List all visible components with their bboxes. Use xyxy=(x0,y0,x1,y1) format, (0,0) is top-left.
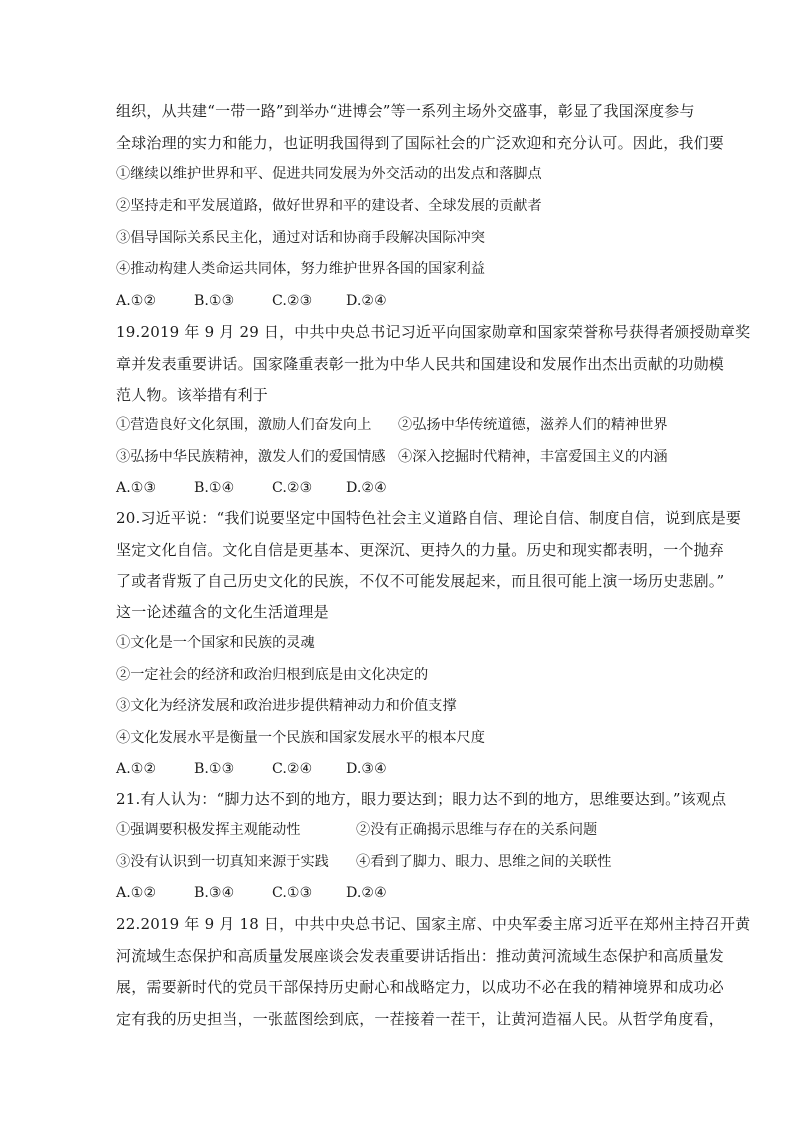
q19-statements-row-2 xyxy=(116,447,678,467)
q18-option-c[interactable]: C.②③ xyxy=(272,293,313,309)
q19-statement-1: ①营造良好文化氛围，激励人们奋发向上 xyxy=(116,417,372,433)
q19-statement-4: ④深入挖掘时代精神，丰富爱国主义的内涵 xyxy=(398,449,668,465)
q18-continuation-line-1: 组织，从共建“一带一路”到举办“进博会”等一系列主场外交盛事，彰显了我国深度参与 xyxy=(116,102,695,120)
q21-statement-2: ②没有正确揭示思维与存在的关系问题 xyxy=(356,822,598,838)
q18-statement-4: ④推动构建人类命运共同体，努力维护世界各国的国家利益 xyxy=(116,261,485,277)
q19-option-a[interactable]: A.①③ xyxy=(116,480,157,496)
q22-stem-line-3: 展，需要新时代的党员干部保持历史耐心和战略定力，以成功不必在我的精神境界和成功必 xyxy=(116,978,725,996)
q20-statement-2: ②一定社会的经济和政治归根到底是由文化决定的 xyxy=(116,667,429,683)
q22-stem-line-2: 河流域生态保护和高质量发展座谈会发表重要讲话指出：推动黄河流域生态保护和高质量发 xyxy=(116,947,725,965)
q21-option-a[interactable]: A.①② xyxy=(116,885,157,901)
q20-stem-line-3: 了或者背叛了自己历史文化的民族，不仅不可能发展起来，而且很可能上演一场历史悲剧。” xyxy=(116,572,725,590)
q21-option-b[interactable]: B.③④ xyxy=(194,885,235,901)
q18-statement-2: ②坚持走和平发展道路，做好世界和平的建设者、全球发展的贡献者 xyxy=(116,198,542,214)
q20-statement-4: ④文化发展水平是衡量一个民族和国家发展水平的根本尺度 xyxy=(116,730,485,746)
q20-stem-line-4: 这一论述蕴含的文化生活道理是 xyxy=(116,603,329,621)
q18-statement-3: ③倡导国际关系民主化，通过对话和协商手段解决国际冲突 xyxy=(116,230,485,246)
q19-stem-line-1: 19.2019 年 9 月 29 日，中共中央总书记习近平向国家勋章和国家荣誉称号获得者颁授勋章奖 xyxy=(116,323,751,341)
q20-option-c[interactable]: C.②④ xyxy=(272,761,313,777)
q18-statement-1: ①继续以维护世界和平、促进共同发展为外交活动的出发点和落脚点 xyxy=(116,166,542,182)
q20-answer-options xyxy=(116,759,678,779)
q19-option-c[interactable]: C.②③ xyxy=(272,480,313,496)
q19-stem-line-2: 章并发表重要讲话。国家隆重表彰一批为中华人民共和国建设和发展作出杰出贡献的功勋模 xyxy=(116,355,725,373)
q19-option-d[interactable]: D.②④ xyxy=(346,480,387,496)
q20-option-a[interactable]: A.①② xyxy=(116,761,157,777)
q21-statements-row-2 xyxy=(116,852,678,872)
q19-option-b[interactable]: B.①④ xyxy=(194,480,235,496)
q18-option-d[interactable]: D.②④ xyxy=(346,293,387,309)
q21-stem-line-1: 21.有人认为：“脚力达不到的地方，眼力要达到；眼力达不到的地方，思维要达到。”该观点 xyxy=(116,790,727,808)
q21-statements-row-1 xyxy=(116,820,678,840)
q19-statement-3: ③弘扬中华民族精神，激发人们的爱国情感 xyxy=(116,449,386,465)
q20-statement-3: ③文化为经济发展和政治进步提供精神动力和价值支撑 xyxy=(116,698,457,714)
q21-statement-1: ①强调要积极发挥主观能动性 xyxy=(116,822,301,838)
q18-option-b[interactable]: B.①③ xyxy=(194,293,235,309)
q18-continuation-line-2: 全球治理的实力和能力，也证明我国得到了国际社会的广泛欢迎和充分认可。因此，我们要 xyxy=(116,134,725,152)
q22-stem-line-1: 22.2019 年 9 月 18 日，中共中央总书记、国家主席、中央军委主席习近平在郑州主持召开黄 xyxy=(116,915,751,933)
q20-option-b[interactable]: B.①③ xyxy=(194,761,235,777)
q21-option-d[interactable]: D.②④ xyxy=(346,885,387,901)
q20-statement-1: ①文化是一个国家和民族的灵魂 xyxy=(116,635,315,651)
q20-stem-line-1: 20.习近平说：“我们说要坚定中国特色社会主义道路自信、理论自信、制度自信，说到底是要 xyxy=(116,509,742,527)
q22-stem-line-4: 定有我的历史担当，一张蓝图绘到底，一茬接着一茬干，让黄河造福人民。从哲学角度看， xyxy=(116,1010,725,1028)
q18-answer-options xyxy=(116,291,678,311)
q19-statements-row-1 xyxy=(116,415,678,435)
q21-option-c[interactable]: C.①③ xyxy=(272,885,313,901)
q19-answer-options xyxy=(116,478,678,498)
q18-option-a[interactable]: A.①② xyxy=(116,293,157,309)
q20-stem-line-2: 坚定文化自信。文化自信是更基本、更深沉、更持久的力量。历史和现实都表明，一个抛弃 xyxy=(116,541,725,559)
q21-statement-4: ④看到了脚力、眼力、思维之间的关联性 xyxy=(356,854,612,870)
q21-statement-3: ③没有认识到一切真知来源于实践 xyxy=(116,854,329,870)
q19-stem-line-3: 范人物。该举措有利于 xyxy=(116,386,269,404)
q19-statement-2: ②弘扬中华传统道德，滋养人们的精神世界 xyxy=(398,417,668,433)
q21-answer-options xyxy=(116,883,678,903)
q20-option-d[interactable]: D.③④ xyxy=(346,761,387,777)
